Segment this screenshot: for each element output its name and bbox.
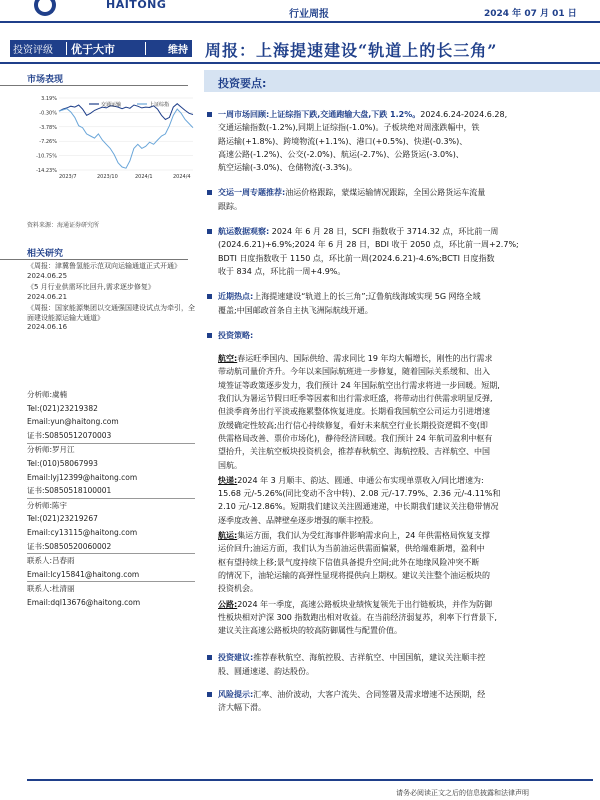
page-title: 周报：上海提速建设“轨道上的长三角” — [205, 41, 498, 60]
page-header — [0, 0, 600, 22]
contact-email[interactable]: Email:dql13676@haitong.com — [27, 597, 141, 607]
report-date: 2024 年 07 月 01 日 — [484, 9, 577, 19]
legend-label: 上证综指 — [149, 102, 170, 108]
bullet-strategy — [204, 329, 592, 342]
bullet-label: 航运数据观察: — [218, 227, 270, 237]
strategy-aviation: 航空:春运旺季国内、国际供给、需求同比 19 年均大幅增长，刚性的出行需求 带动航司量价齐升。今年以来国际航班进一步修复，随着国际关系缓和、出入 境签证等政策逐步发力，我们预计 24 年国际航空出行需求将进一步回暖。短期, 我们认为暑运节假日旺季等因素和出行需求旺盛，将带动出行供需求明显反弹, 但淡季商务出行平淡或拖累整体恢复进度。长期看我国航空公司运力引进增速 放缓确定性较高;出行信心持续修复，看好未来航空行业长期投资逻辑不变(即 供需格局改善、票价市场化)，静待经济回暖。我们预计 24 年航司盈利中枢有 望抬升，关注航空板块投资机会，推荐春秋航空、海航控股、吉祥航空、中国 国航。 — [218, 354, 500, 470]
logo-mark-icon — [34, 0, 56, 16]
y-tick-label: -3.78% — [39, 124, 57, 131]
related-title[interactable]: 《周报：津冀鲁氢能示范双向运输通道正式开通》 — [27, 262, 181, 270]
title-divider — [0, 62, 600, 64]
bullet-icon — [207, 229, 212, 234]
analyst-name: 分析师:虞楠 — [27, 390, 68, 399]
contact-name: 联系人:吕春雨 — [27, 555, 75, 565]
analyst-name: 分析师:陈宇 — [27, 500, 68, 510]
bullet-recommendation: 投资建议:推荐春秋航空、海航控股、吉祥航空、中国国航，建议关注顺丰控 股、圆通速递、韵达股份。 — [204, 651, 592, 678]
analyst-name: 分析师:罗月江 — [27, 445, 75, 455]
footer-disclaimer: 请务必阅读正文之后的信息披露和法律声明 — [396, 789, 529, 797]
related-date: 2024.06.25 — [27, 271, 68, 280]
strategy-shipping: 航运:集运方面，我们认为受红海事件影响需求向上，24 年供需格局恢复支撑 运价回升;油运方面，我们认为当前油运供需面偏紧，供给端难新增，盈利中 枢有望持续上移;景气度持续下信值具备提升空间;此外在地缘风险冲突不断 的情况下，油轮运输的高弹性显现将提供向上期权。建议关注整个油运板块的 投资机会。 — [218, 531, 490, 594]
bullet-hot-topics: 近期热点:上海提速建设“轨道上的长三角”;辽鲁航线海域实现 5G 网络全域 覆盖;中国邮政首条自主执飞洲际航线开通。 — [204, 290, 592, 317]
related-title[interactable]: 《5 月行业供需环比回升,需求逐步修复》 — [27, 283, 155, 291]
market-heading: 市场表现 — [27, 72, 63, 85]
keypoints-title: 投资要点: — [218, 77, 267, 90]
bullet-icon — [207, 692, 212, 697]
analyst-cert: 证书:S0850520060002 — [27, 541, 112, 551]
legend-label: 交通运输 — [101, 102, 122, 108]
rating-value: 优于大市 — [71, 42, 115, 56]
analyst-cert: 证书:S0850512070003 — [27, 431, 112, 441]
contact-name: 联系人:杜清丽 — [27, 583, 75, 593]
bullet-label: 交运一周专题推荐: — [218, 188, 286, 198]
series-line — [59, 109, 193, 169]
bullet-icon — [207, 190, 212, 195]
report-body — [204, 108, 592, 715]
analyst-tel: Tel:(021)23219267 — [27, 514, 98, 524]
rating-banner — [10, 40, 192, 57]
bullet-icon — [207, 112, 212, 117]
rating-label: 投资评级 — [13, 45, 53, 56]
analyst-list — [27, 388, 195, 609]
bullet-shipping-data: 航运数据观察: 2024 年 6 月 28 日，SCFI 指数收于 3714.32 点，环比前一周 (2024.6.21)+6.9%;2024 年 6 月 28 日，BDI 收于 2050 点，环比前一周+2.7%; BDTI 日度指数收于 1150 点，环比前一周(2024.6.21)-4.6%;BCTI 日度指数 收于 834 点，环比前一周+4.9%。 — [204, 225, 592, 278]
keypoints-banner — [204, 70, 600, 92]
contact-email[interactable]: Email:lcy15841@haitong.com — [27, 569, 140, 579]
bullet-label: 投资策略: — [218, 330, 254, 340]
bullet-icon — [207, 655, 212, 660]
x-tick-label: 2024/1 — [135, 174, 153, 180]
bullet-weekly-topic: 交运一周专题推荐:油运价格跟踪，蒙煤运输情况跟踪，全国公路货运车流量 跟踪。 — [204, 186, 592, 213]
chart-source: 资料来源：海通证券研究所 — [27, 222, 100, 229]
related-title[interactable]: 《周报：国家能源集团以交通强国建设试点为牵引，全面建设能源运输大通道》 — [27, 304, 195, 322]
brand-name: HAITONG — [106, 0, 167, 11]
y-tick-label: -14.23% — [36, 168, 57, 174]
y-tick-label: -10.75% — [36, 153, 57, 160]
analyst-email[interactable]: Email:lyj12399@haitong.com — [27, 472, 138, 482]
analyst-email[interactable]: Email:yun@haitong.com — [27, 417, 119, 427]
related-research-list — [27, 262, 195, 335]
bullet-icon — [207, 294, 212, 299]
x-tick-label: 2023/10 — [97, 174, 118, 180]
rating-status: 维持 — [168, 45, 188, 56]
bullet-label: 投资建议: — [218, 653, 254, 663]
bullet-risk: 风险提示:汇率、油价波动，大客户流失、合同签署及需求增速不达预期，经 济大幅下滑。 — [204, 688, 592, 715]
x-tick-label: 2024/4 — [173, 174, 191, 180]
bullet-market-review: 一周市场回顾:上证综指下跌,交通跑输大盘,下跌 1.2%。2024.6.24-2024.6.28, 交通运输指数(-1.2%),同期上证综指(-1.0%)。子板块绝对周涨跌幅中，铁 路运输(+1.8%)、跨境物流(+1.1%)、港口(+0.5%)、快递(-0.3%)、 高速公路(-1.2%)、公交(-2.0%)、航运(-2.7%)、公路货运(-3.0%)、 航空运输(-3.0%)、仓储物流(-3.3%)。 — [204, 108, 592, 174]
analyst-tel: Tel:(021)23219382 — [27, 403, 98, 413]
analyst-cert: 证书:S0850518100001 — [27, 486, 112, 496]
related-heading: 相关研究 — [27, 246, 63, 259]
report-type: 行业周报 — [289, 9, 329, 20]
bullet-label: 近期热点: — [218, 292, 254, 302]
footer-divider — [27, 779, 593, 781]
bullet-icon — [207, 333, 212, 338]
haitong-logo — [34, 0, 167, 16]
bullet-label: 一周市场回顾:上证综指下跌,交通跑输大盘,下跌 1.2%。 — [218, 110, 421, 119]
strategy-highway: 公路:2024 年一季度，高速公路板块业绩恢复领先于出行链板块，并作为防御 性板块相对沪深 300 指数跑出相对收益。在当前经济弱复苏，利率下行背景下, 建议关注高速公路板块的较高防御属性与配置价值。 — [218, 599, 497, 636]
header-divider — [0, 21, 600, 23]
bullet-label: 风险提示: — [218, 689, 254, 699]
y-tick-label: 3.19% — [41, 96, 57, 102]
market-chart — [27, 92, 197, 184]
y-tick-label: -0.30% — [39, 110, 57, 117]
related-date: 2024.06.21 — [27, 292, 68, 301]
strategy-express: 快递:2024 年 3 月顺丰、韵达、圆通、申通公布实现单票收入/同比增速为: 15.68 元/-5.26%(同比变动不含中转)、2.08 元/-17.79%、2.36 元/-4.11%和 2.10 元/-12.86%。短期我们建议关注圆通速递，中长期我们建议关注稳带情况 逐季度改善、品牌壁垒逐步增强的顺丰控股。 — [218, 475, 501, 525]
analyst-tel: Tel:(010)58067993 — [27, 459, 98, 469]
y-tick-label: -7.26% — [39, 139, 57, 146]
x-tick-label: 2023/7 — [59, 174, 77, 180]
analyst-email[interactable]: Email:cy13115@haitong.com — [27, 528, 138, 538]
related-date: 2024.06.16 — [27, 323, 68, 331]
